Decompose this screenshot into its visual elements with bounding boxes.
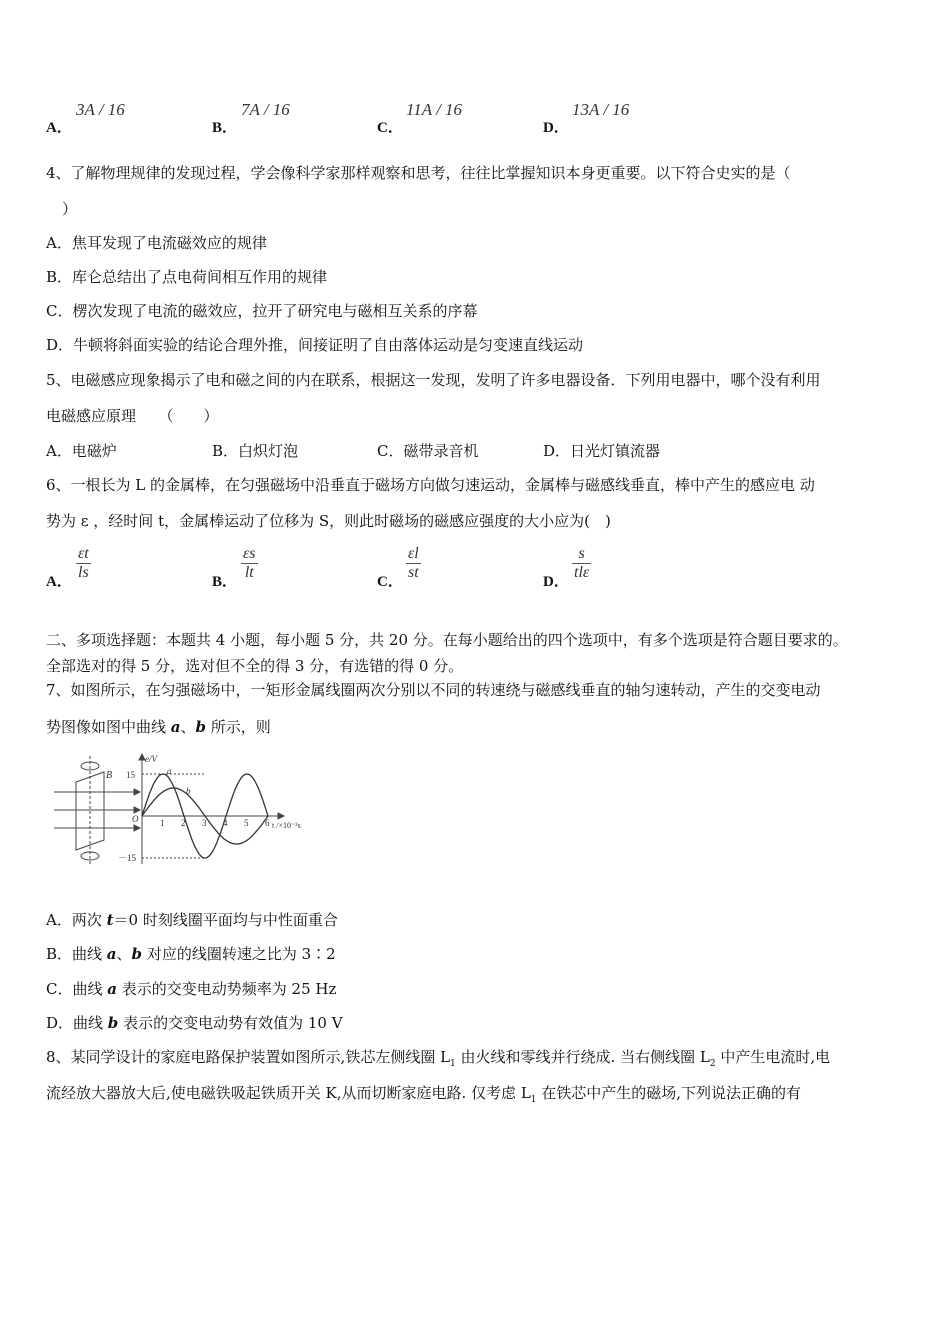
x-tick-1: 1 <box>160 818 165 828</box>
q6-option-c-label: C． <box>377 574 403 590</box>
q8-sub1: 1 <box>450 1059 456 1069</box>
q5-stem-line1: 5、电磁感应现象揭示了电和磁之间的内在联系，根据这一发现，发明了许多电器设备．下列用电器中，哪个没有利用 <box>46 371 821 389</box>
field-label: B <box>106 770 113 781</box>
x-tick-3: 3 <box>202 818 207 828</box>
q7-option-a-post: ＝0 时刻线圈平面均与中性面重合 <box>113 911 338 929</box>
e-axis-label: e/V <box>145 754 157 764</box>
q6-stem-line1: 6、一根长为 L 的金属棒，在匀强磁场中沿垂直于磁场方向做匀速运动，金属棒与磁感线垂直，棒中产生的感应电 动 <box>46 476 815 494</box>
q8-sub2: 2 <box>709 1059 716 1069</box>
q7-sep: 、 <box>180 718 196 736</box>
q8-line2-a: 流经放大器放大后,使电磁铁吸起铁质开关 K,从而切断家庭电路. 仅考虑 L <box>46 1084 531 1102</box>
q7-stem-line1: 7、如图所示，在匀强磁场中，一矩形金属线圈两次分别以不同的转速绕与磁感线垂直的轴匀速转动，产生的交变电动 <box>46 681 821 699</box>
q8-line1-a: 8、某同学设计的家庭电路保护装置如图所示,铁芯左侧线圈 L <box>46 1048 451 1066</box>
q3-option-d-value: 13A / 16 <box>572 100 630 119</box>
q6-option-a-num: εt <box>78 545 89 562</box>
q7-option-c-post: 表示的交变电动势频率为 25 Hz <box>116 980 337 998</box>
q6-option-c-den: st <box>406 563 421 582</box>
section2-line2: 全部选对的得 5 分，选对但不全的得 3 分，有选错的得 0 分。 <box>46 657 464 675</box>
q7-option-d <box>46 1012 343 1033</box>
q6-option-d-den: tlε <box>574 564 590 581</box>
section2-line1: 二、多项选择题：本题共 4 小题，每小题 5 分，共 20 分。在每小题给出的四个选项中，有多个选项是符合题目要求的。 <box>46 631 848 649</box>
q5-option-a: A．电磁炉 <box>46 442 117 460</box>
y-tick-bottom: －15 <box>118 853 137 863</box>
q3-option-b-value: 7A / 16 <box>241 100 290 119</box>
t-axis-label: t /×10⁻²s <box>272 821 301 830</box>
x-tick-labels <box>160 818 270 828</box>
q7-option-a-var: t <box>106 911 114 929</box>
q7-stem-text-b: 所示，则 <box>206 718 271 736</box>
t-axis-arrow <box>278 813 284 819</box>
q4-option-a: A．焦耳发现了电流磁效应的规律 <box>46 234 267 252</box>
q6-option-d-label: D． <box>543 574 569 590</box>
q3-option-a-value: 3A / 16 <box>76 100 125 119</box>
q6-option-b-fraction <box>241 545 258 582</box>
q7-option-b-var2: b <box>131 945 143 963</box>
q6-stem-line2: 势为 ε ，经时间 t，金属棒运动了位移为 S，则此时磁场的磁感应强度的大小应为( ) <box>46 512 611 530</box>
q8-sub3: 1 <box>530 1095 537 1105</box>
x-tick-4: 4 <box>223 818 228 828</box>
q7-option-b-pre: B．曲线 <box>46 945 107 963</box>
q8-line1-b: 由火线和零线并行绕成. 当右侧线圈 L <box>455 1048 710 1066</box>
origin-label: O <box>132 814 139 824</box>
q5-stem-line2: 电磁感应原理 （ ） <box>46 407 219 425</box>
q7-var-b: b <box>195 718 207 736</box>
q7-option-b-mid: 、 <box>116 945 132 963</box>
q4-stem-line1: 4、了解物理规律的发现过程，学会像科学家那样观察和思考，往往比掌握知识本身更重要。以下符合史实的是（ <box>46 164 791 182</box>
q7-option-b-var: a <box>106 945 117 963</box>
q6-option-a-den: ls <box>76 563 91 582</box>
q6-option-c-fraction <box>406 545 421 582</box>
curve-b-label: b <box>186 786 191 796</box>
q7-option-a <box>46 909 338 930</box>
x-tick-2: 2 <box>181 818 186 828</box>
q6-option-d-num: s <box>578 545 585 562</box>
q6-option-d-fraction <box>572 545 591 582</box>
q4-option-b: B．库仑总结出了点电荷间相互作用的规律 <box>46 268 328 286</box>
q8-line1-c: 中产生电流时,电 <box>715 1048 831 1066</box>
q7-option-d-post: 表示的交变电动势有效值为 10 V <box>118 1014 343 1032</box>
x-tick-5: 5 <box>244 818 249 828</box>
q3-option-d-label: D． <box>543 120 569 136</box>
q4-option-d: D．牛顿将斜面实验的结论合理外推，间接证明了自由落体运动是匀变速直线运动 <box>46 336 584 354</box>
q7-stem-line2 <box>46 716 271 737</box>
q6-option-a-label: A． <box>46 574 72 590</box>
q8-line1 <box>46 1046 830 1069</box>
q7-option-c <box>46 978 336 999</box>
field-arrow-2 <box>134 807 140 813</box>
q7-option-a-pre: A．两次 <box>46 911 107 929</box>
q8-line2 <box>46 1082 801 1105</box>
x-tick-6: 6 <box>265 818 270 828</box>
q4-option-c: C．楞次发现了电流的磁效应，拉开了研究电与磁相互关系的序幕 <box>46 302 478 320</box>
q4-stem-line2: ） <box>62 200 78 218</box>
q7-option-c-var: a <box>107 980 117 998</box>
q6-option-b-label: B． <box>212 574 238 590</box>
y-tick-top: 15 <box>126 770 135 780</box>
q5-option-d: D．日光灯镇流器 <box>543 442 661 460</box>
q6-option-a-fraction <box>76 545 91 582</box>
q3-option-c-label: C． <box>377 120 403 136</box>
q6-option-b-den: lt <box>241 563 258 582</box>
q6-option-c-num: εl <box>408 545 419 562</box>
field-arrow-3 <box>134 825 140 831</box>
q7-option-b <box>46 943 336 964</box>
q5-option-b: B．白炽灯泡 <box>212 442 299 460</box>
emf-graph-axes <box>139 754 284 864</box>
q7-var-a: a <box>170 718 181 736</box>
q7-figure <box>46 752 316 870</box>
q3-option-c-value: 11A / 16 <box>406 100 463 119</box>
q7-option-d-var: b <box>107 1014 119 1032</box>
q5-option-c: C．磁带录音机 <box>377 442 479 460</box>
curve-a-label: a <box>167 766 172 776</box>
q6-option-b-num: εs <box>243 545 256 562</box>
q8-line2-b: 在铁芯中产生的磁场,下列说法正确的有 <box>536 1084 802 1102</box>
q7-stem-text-a: 势图像如图中曲线 <box>46 718 171 736</box>
q7-option-d-pre: D．曲线 <box>46 1014 108 1032</box>
q7-option-b-post: 对应的线圈转速之比为 3∶2 <box>142 945 336 963</box>
q3-option-b-label: B． <box>212 120 238 136</box>
q7-option-c-pre: C．曲线 <box>46 980 108 998</box>
field-arrow-1 <box>134 789 140 795</box>
q3-option-a-label: A． <box>46 120 72 136</box>
